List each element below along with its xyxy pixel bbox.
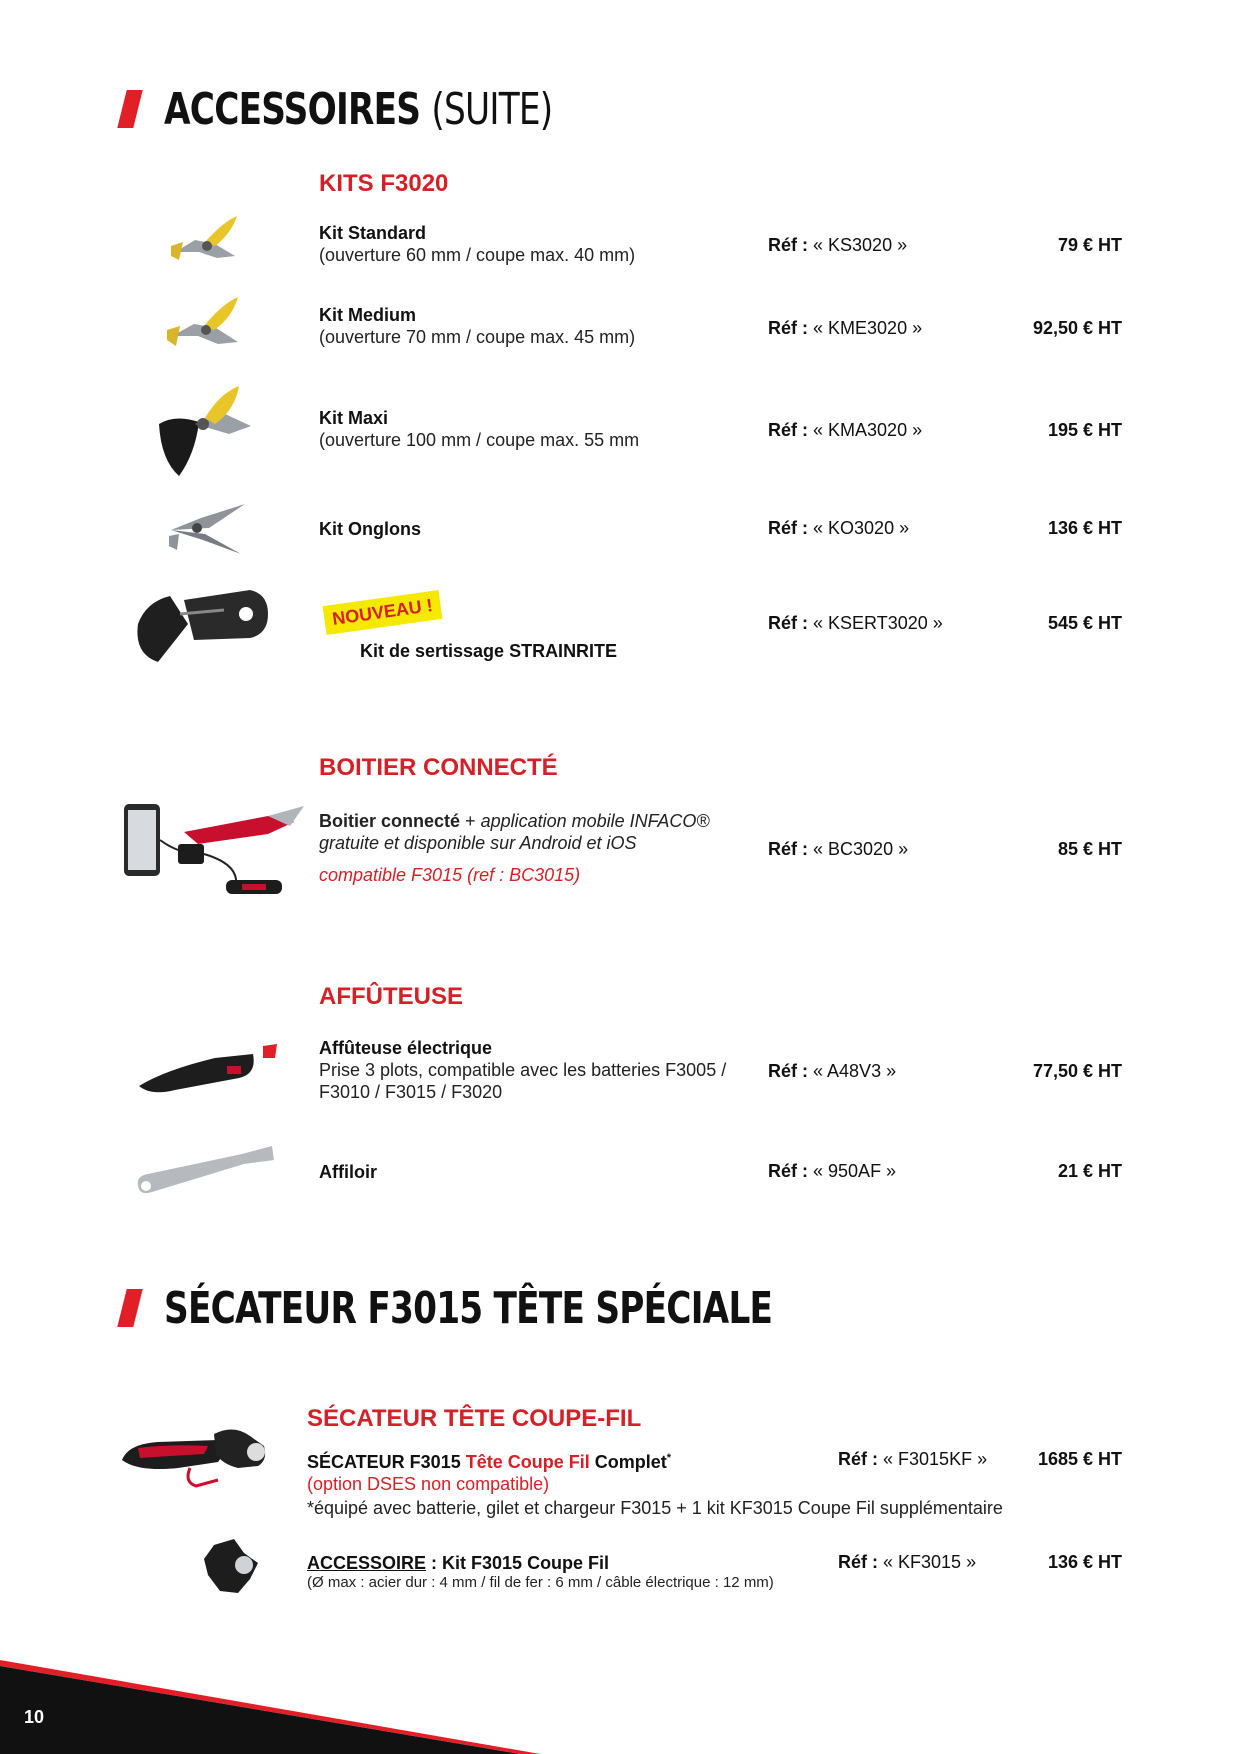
boitier-line2: gratuite et disponible sur Android et iOS: [319, 833, 637, 853]
kit-maxi-ref: Réf : « KMA3020 »: [768, 420, 923, 440]
boitier-line1: Boitier connecté + application mobile INFACO®: [319, 811, 710, 831]
kit-onglons-price: 136 € HT: [1047, 518, 1122, 538]
affiloir-name: Affiloir: [319, 1162, 377, 1182]
product-desc: (ouverture 60 mm / coupe max. 40 mm): [319, 245, 636, 265]
kit-medium-info: [319, 304, 635, 348]
boitier-info: [319, 810, 710, 886]
kit-maxi-info: [319, 407, 639, 451]
product-name: Kit Medium: [319, 305, 416, 325]
kit-medium-image: [162, 294, 257, 366]
product-desc-2: F3010 / F3015 / F3020: [319, 1082, 503, 1102]
kit-onglons-info: [319, 518, 421, 540]
kit-coupefil-name: ACCESSOIRE : Kit F3015 Coupe Fil: [307, 1553, 610, 1573]
kit-coupefil-ref: Réf : « KF3015 »: [838, 1552, 977, 1572]
kit-sertissage-image: [128, 584, 273, 670]
affuteuse-ref: Réf : « A48V3 »: [768, 1061, 897, 1081]
section-marker: [117, 90, 142, 128]
affiloir-image: [132, 1140, 280, 1200]
kits-heading: KITS F3020: [319, 170, 449, 197]
kit-maxi-image: [155, 384, 260, 479]
coupefil-note: *équipé avec batterie, gilet et chargeur F3015 + 1 kit KF3015 Coupe Fil supplémentaire: [307, 1498, 1003, 1518]
product-desc: (ouverture 100 mm / coupe max. 55 mm: [319, 430, 640, 450]
page-number: 10: [24, 1707, 45, 1727]
product-name: Kit Maxi: [319, 408, 389, 428]
coupefil-option: (option DSES non compatible): [307, 1474, 550, 1494]
affuteuse-heading: AFFÛTEUSE: [319, 983, 463, 1010]
coupefil-price: 1685 € HT: [1037, 1449, 1122, 1469]
kit-standard-image: [165, 212, 255, 282]
section-title-secateur: SÉCATEUR F3015 TÊTE SPÉCIALE: [164, 1283, 773, 1334]
product-name: Kit Standard: [319, 223, 427, 243]
kit-standard-price: 79 € HT: [1057, 235, 1122, 255]
affuteuse-info: [319, 1037, 726, 1103]
kit-coupefil-info: [307, 1552, 774, 1592]
affuteuse-image: [135, 1040, 280, 1100]
kit-maxi-price: 195 € HT: [1047, 420, 1122, 440]
kit-onglons-ref: Réf : « KO3020 »: [768, 518, 910, 538]
kit-coupefil-price: 136 € HT: [1047, 1552, 1122, 1572]
footer-band: [0, 1660, 1241, 1754]
affuteuse-price: 77,50 € HT: [1032, 1061, 1122, 1081]
nouveau-badge: NOUVEAU !: [323, 590, 443, 635]
kit-standard-info: [319, 222, 635, 266]
boitier-heading: BOITIER CONNECTÉ: [319, 754, 558, 781]
kit-sertissage-name: Kit de sertissage STRAINRITE: [360, 641, 618, 661]
kit-onglons-image: [165, 500, 255, 560]
kit-medium-price: 92,50 € HT: [1032, 318, 1122, 338]
boitier-price: 85 € HT: [1057, 839, 1122, 859]
affiloir-price: 21 € HT: [1057, 1161, 1122, 1181]
secateur-coupefil-image: [118, 1420, 273, 1490]
boitier-image: [118, 800, 308, 900]
affiloir-ref: Réf : « 950AF »: [768, 1161, 897, 1181]
kit-sertissage-ref: Réf : « KSERT3020 »: [768, 613, 943, 633]
kit-coupefil-image: [200, 1535, 265, 1600]
product-desc-1: Prise 3 plots, compatible avec les batteries F3005 /: [319, 1060, 727, 1080]
boitier-compat: compatible F3015 (ref : BC3015): [319, 865, 581, 885]
product-name: Kit Onglons: [319, 519, 421, 539]
kit-medium-ref: Réf : « KME3020 »: [768, 318, 923, 338]
kit-standard-ref: Réf : « KS3020 »: [768, 235, 908, 255]
coupefil-product-name: SÉCATEUR F3015 Tête Coupe Fil Complet*: [307, 1452, 672, 1472]
section-title-accessoires: ACCESSOIRES (SUITE): [164, 84, 553, 135]
kit-sertissage-price: 545 € HT: [1047, 613, 1122, 633]
product-desc: (ouverture 70 mm / coupe max. 45 mm): [319, 327, 636, 347]
product-name: Affûteuse électrique: [319, 1038, 493, 1058]
coupefil-heading: SÉCATEUR TÊTE COUPE-FIL: [307, 1405, 642, 1432]
boitier-ref: Réf : « BC3020 »: [768, 839, 909, 859]
coupefil-ref: Réf : « F3015KF »: [838, 1449, 988, 1469]
section-marker: [117, 1289, 142, 1327]
kit-coupefil-desc: (Ø max : acier dur : 4 mm / fil de fer : 6 mm / câble électrique : 12 mm): [307, 1574, 774, 1591]
